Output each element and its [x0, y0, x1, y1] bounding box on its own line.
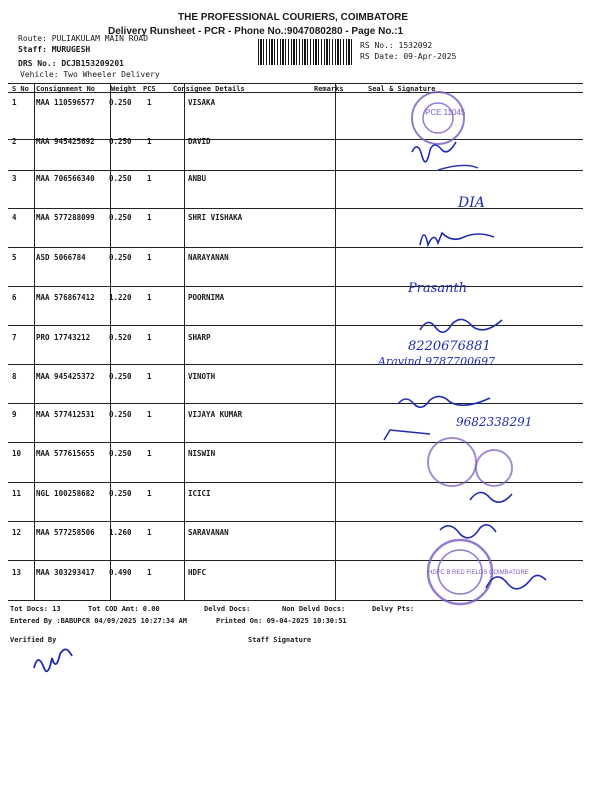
staff-label: Staff: MURUGESH: [18, 45, 91, 54]
signature-stroke: [384, 430, 430, 440]
row-sno: 2: [12, 137, 17, 146]
row-pcs: 1: [147, 410, 152, 419]
signature-row12: [440, 525, 496, 538]
row-consignment: MAA 577288099: [36, 213, 95, 222]
stamp-row13-text: HDFC B RED FIELDS COIMBATORE: [428, 570, 529, 576]
non-delivered-docs: Non Delvd Docs:: [282, 605, 346, 613]
entered-by: Entered By :BABUPCR 04/09/2025 10:27:34 AM: [10, 617, 188, 625]
row-consignment: NGL 100258682: [36, 489, 95, 498]
row-consignee: SHARP: [188, 333, 211, 342]
company-title: THE PROFESSIONAL COURIERS, COIMBATORE: [178, 12, 409, 23]
row-pcs: 1: [147, 528, 152, 537]
signature-row11: [470, 492, 512, 502]
row-sno: 12: [12, 528, 22, 537]
row-consignee: POORNIMA: [188, 293, 225, 302]
row-consignee: VIJAYA KUMAR: [188, 410, 243, 419]
row-weight: 0.250: [109, 489, 132, 498]
handwritten-phone-row9: 9682338291: [456, 415, 533, 429]
row-weight: 0.520: [109, 333, 132, 342]
row-pcs: 1: [147, 449, 152, 458]
row-consignee: VISAKA: [188, 98, 216, 107]
row-consignee: SHRI VISHAKA: [188, 213, 243, 222]
row-consignment: MAA 945425692: [36, 137, 95, 146]
col-header-consignment: Consignment No: [36, 85, 96, 93]
delivery-points: Delvy Pts:: [372, 605, 415, 613]
signature-stroke: [438, 165, 478, 170]
row-pcs: 1: [147, 174, 152, 183]
row-consignment: MAA 577412531: [36, 410, 95, 419]
row-consignment: MAA 706566340: [36, 174, 95, 183]
row-weight: 0.490: [109, 568, 132, 577]
row-sno: 1: [12, 98, 17, 107]
row-sno: 6: [12, 293, 17, 302]
row-consignee: ANBU: [188, 174, 207, 183]
row-consignment: ASD 5066784: [36, 253, 86, 262]
signature-row2: [412, 142, 456, 162]
rs-number: RS No.: 1532092: [360, 41, 433, 50]
row-sno: 11: [12, 489, 22, 498]
col-header-seal: Seal & Signature: [368, 85, 436, 93]
row-weight: 0.250: [109, 174, 132, 183]
col-header-remarks: Remarks: [314, 85, 344, 93]
row-consignee: SARAVANAN: [188, 528, 229, 537]
total-cod-amount: Tot COD Amt: 0.00: [88, 605, 160, 613]
row-consignment: PRO 17743212: [36, 333, 91, 342]
row-weight: 1.220: [109, 293, 132, 302]
signature-row3: DIA: [458, 195, 485, 211]
verified-by-label: Verified By: [10, 636, 57, 644]
row-pcs: 1: [147, 213, 152, 222]
row-weight: 0.250: [109, 213, 132, 222]
row-weight: 0.250: [109, 449, 132, 458]
stamp-row10: [428, 438, 476, 486]
row-consignee: DAVID: [188, 137, 211, 146]
route-label: Route: PULIAKULAM MAIN ROAD: [18, 34, 149, 43]
row-weight: 0.250: [109, 372, 132, 381]
row-consignee: NARAYANAN: [188, 253, 229, 262]
row-consignment: MAA 576867412: [36, 293, 95, 302]
verified-by-signature: [34, 649, 72, 671]
row-pcs: 1: [147, 137, 152, 146]
row-sno: 5: [12, 253, 17, 262]
signature-row9: [398, 396, 490, 407]
row-consignee: ICICI: [188, 489, 211, 498]
vehicle-label: Vehicle: Two Wheeler Delivery: [20, 70, 160, 79]
drs-number: DRS No.: DCJB153209201: [18, 59, 124, 68]
row-weight: 0.250: [109, 137, 132, 146]
col-header-sno: S No: [12, 85, 29, 93]
row-pcs: 1: [147, 372, 152, 381]
row-weight: 0.250: [109, 98, 132, 107]
handwritten-name-phone: Aravind 9787700697: [378, 355, 496, 368]
stamp-row1-text: PCE 11045: [425, 108, 466, 117]
row-consignment: MAA 110596577: [36, 98, 95, 107]
row-consignee: HDFC: [188, 568, 207, 577]
stamp-row10b: [476, 450, 512, 486]
signature-row13: [486, 575, 546, 588]
row-pcs: 1: [147, 489, 152, 498]
handwritten-phone-row7: 8220676881: [408, 339, 491, 354]
row-sno: 9: [12, 410, 17, 419]
row-sno: 13: [12, 568, 22, 577]
row-sno: 3: [12, 174, 17, 183]
row-consignment: MAA 577615655: [36, 449, 95, 458]
stamp-row1: [412, 92, 466, 144]
total-docs: Tot Docs: 13: [10, 605, 61, 613]
delivered-docs: Delvd Docs:: [204, 605, 251, 613]
row-sno: 7: [12, 333, 17, 342]
row-sno: 8: [12, 372, 17, 381]
runsheet-title: Delivery Runsheet - PCR - Phone No.:9047080280 - Page No.:1: [108, 26, 404, 37]
row-pcs: 1: [147, 293, 152, 302]
row-consignment: MAA 303293417: [36, 568, 95, 577]
rs-date: RS Date: 09-Apr-2025: [360, 52, 457, 61]
staff-signature-label: Staff Signature: [248, 636, 312, 644]
row-consignee: VINOTH: [188, 372, 216, 381]
signature-row6: [420, 319, 502, 332]
signature-row4: [420, 233, 494, 245]
col-header-consignee: Consignee Details: [173, 85, 245, 93]
printed-on: Printed On: 09-04-2025 10:30:51: [216, 617, 347, 625]
row-pcs: 1: [147, 568, 152, 577]
row-weight: 0.250: [109, 253, 132, 262]
row-pcs: 1: [147, 333, 152, 342]
row-weight: 0.250: [109, 410, 132, 419]
row-sno: 4: [12, 213, 17, 222]
signature-row5: Prasanth: [408, 281, 468, 296]
stamp-row13: [428, 540, 529, 604]
row-sno: 10: [12, 449, 22, 458]
row-consignment: MAA 577258506: [36, 528, 95, 537]
col-header-pcs: PCS: [143, 85, 156, 93]
row-consignment: MAA 945425372: [36, 372, 95, 381]
row-pcs: 1: [147, 98, 152, 107]
col-header-weight: Weight: [111, 85, 137, 93]
row-pcs: 1: [147, 253, 152, 262]
row-weight: 1.260: [109, 528, 132, 537]
row-consignee: NISWIN: [188, 449, 216, 458]
